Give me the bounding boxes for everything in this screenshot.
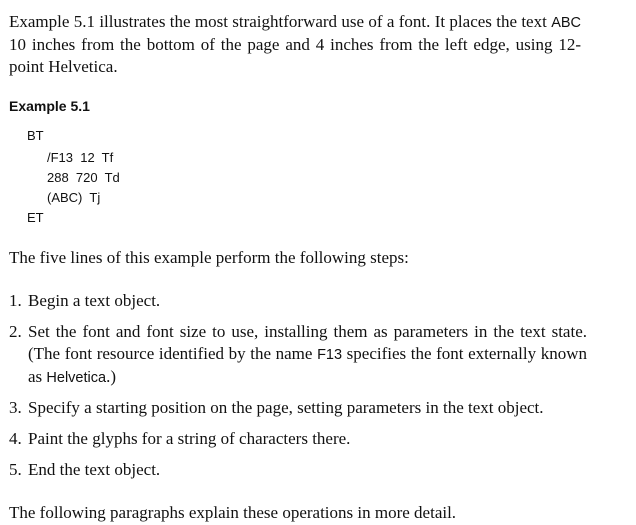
steps-intro: The five lines of this example perform the following steps: <box>9 248 409 267</box>
list-text-part: .) <box>106 367 116 386</box>
list-text <box>28 321 587 389</box>
code-line-tf: /F13 12 Tf <box>47 150 114 165</box>
list-item <box>9 428 587 450</box>
list-number: 3. <box>9 398 22 417</box>
list-text-part: specifies the font externally known as <box>28 344 587 386</box>
list-text-part: Set the font and font size to use, installing them as parameters in the text state. (The font resource identified by the name <box>28 322 587 363</box>
list-text: Paint the glyphs for a string of characters there. <box>28 429 351 448</box>
list-text: Specify a starting position on the page, setting parameters in the text object. <box>28 398 544 417</box>
intro-code-text: ABC <box>551 15 582 31</box>
list-number: 4. <box>9 429 22 448</box>
list-number: 2. <box>9 322 22 341</box>
list-item <box>9 290 587 312</box>
code-line-et: ET <box>27 210 44 225</box>
outro-paragraph: The following paragraphs explain these operations in more detail. <box>9 503 457 522</box>
list-item <box>9 459 587 481</box>
list-number: 5. <box>9 460 22 479</box>
list-text: End the text object. <box>28 460 161 479</box>
code-line-bt: BT <box>27 128 44 143</box>
code-line-td: 288 720 Td <box>47 170 120 185</box>
code-line-tj: (ABC) Tj <box>47 190 101 205</box>
font-name-code: F13 <box>317 347 343 363</box>
list-number: 1. <box>9 291 22 310</box>
list-text: Begin a text object. <box>28 291 161 310</box>
font-name-code: Helvetica <box>46 370 107 386</box>
intro-text-part1: Example 5.1 illustrates the most straightforward use of a font. It places the text <box>9 12 547 31</box>
intro-paragraph <box>9 11 581 78</box>
intro-text-part2: 10 inches from the bottom of the page and 4 inches from the left edge, using 12-point Helvetica. <box>9 35 581 76</box>
example-title: Example 5.1 <box>9 98 90 114</box>
list-item <box>9 397 587 419</box>
list-item <box>9 321 587 389</box>
